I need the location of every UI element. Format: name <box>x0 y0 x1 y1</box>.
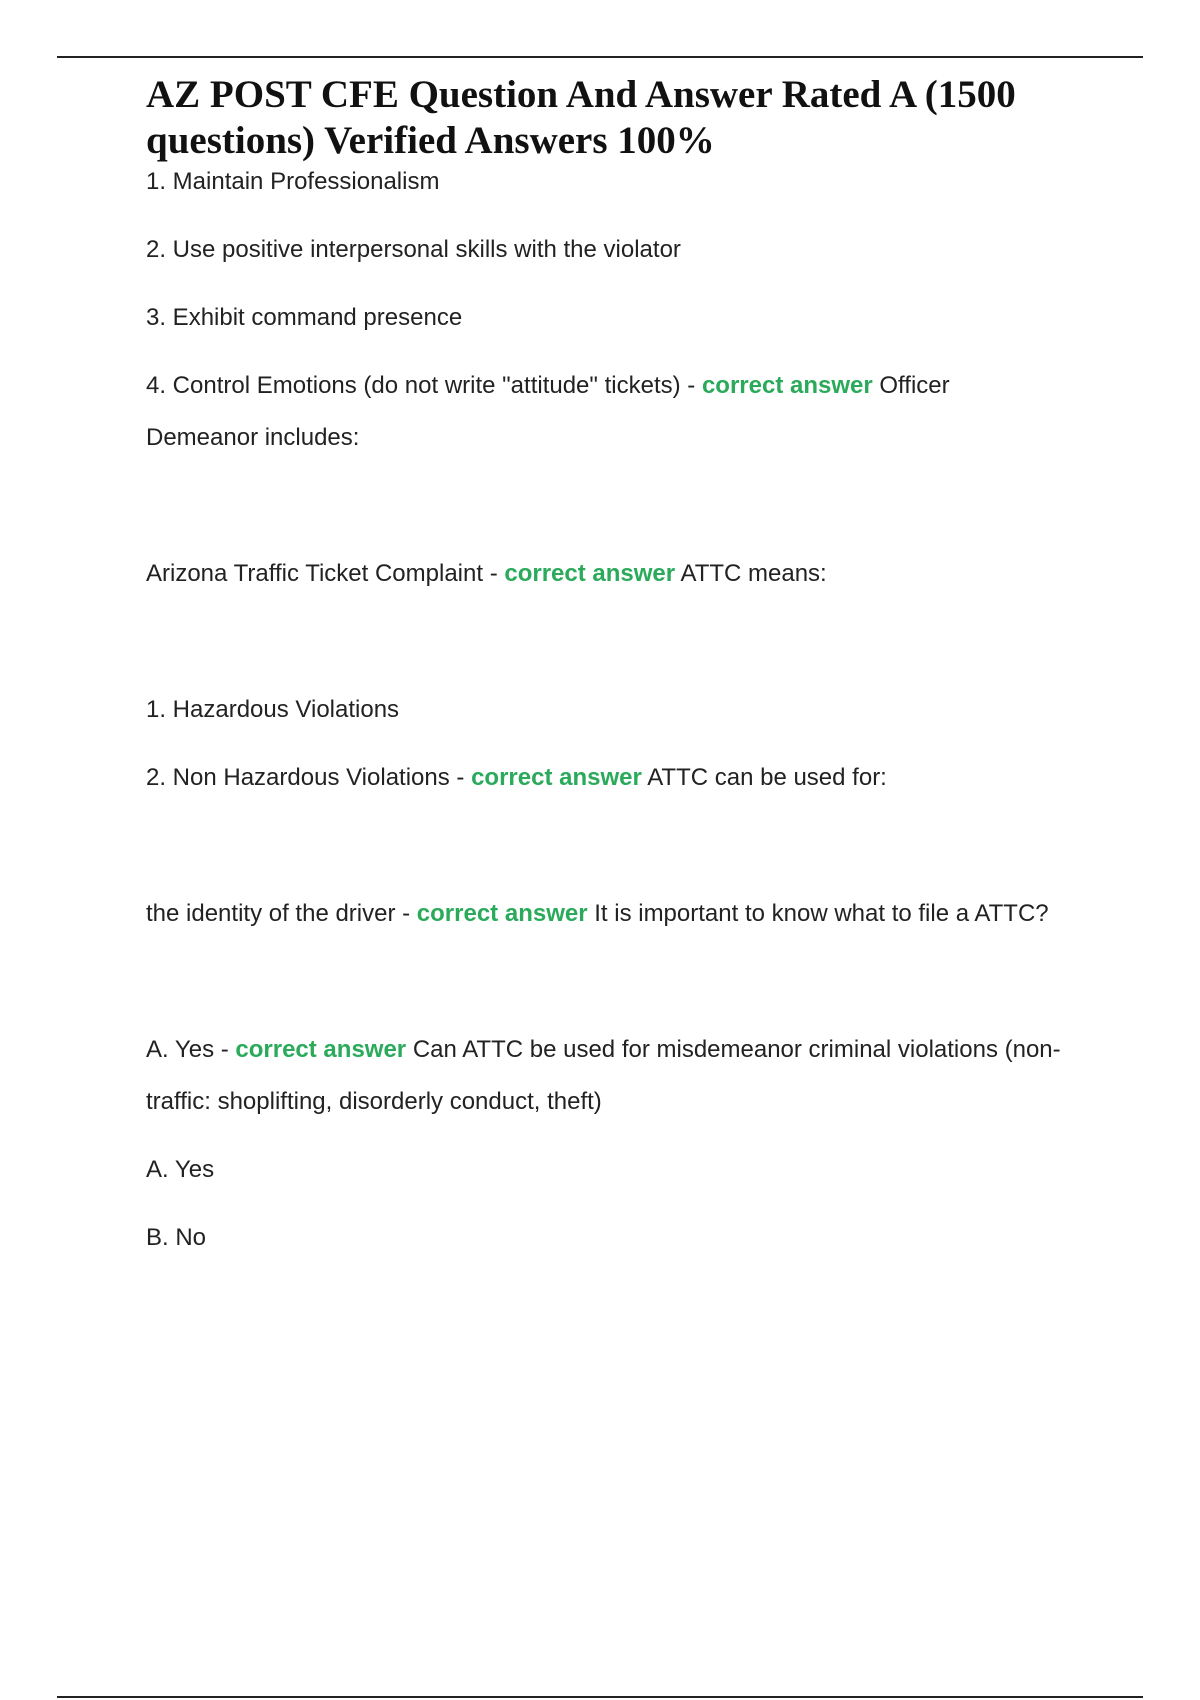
qa-item-attc-used-for <box>146 752 1066 804</box>
line-text: 2. Use positive interpersonal skills with the violator <box>146 236 681 263</box>
qa-item-misdemeanor <box>146 1024 1066 1128</box>
line-text: 3. Exhibit command presence <box>146 304 463 331</box>
document-body <box>146 72 1066 1264</box>
answer-text: the identity of the driver - <box>146 900 417 927</box>
question-text: Can ATTC be used for misdemeanor criminal violations (non-traffic: shoplifting, disorderly conduct, theft) <box>146 1036 1061 1115</box>
line-text: 1. Hazardous Violations <box>146 696 400 723</box>
qa-item-attc-means <box>146 548 1066 600</box>
correct-answer-label: correct answer <box>701 372 873 399</box>
answer-text: 2. Non Hazardous Violations - <box>146 764 472 791</box>
line-text: 1. Maintain Professionalism <box>146 168 440 195</box>
correct-answer-label: correct answer <box>504 560 676 587</box>
answer-text: Arizona Traffic Ticket Complaint - <box>146 560 505 587</box>
qa-item-officer-demeanor <box>146 360 1066 464</box>
answer-text: 4. Control Emotions (do not write "attitude" tickets) - <box>146 372 702 399</box>
correct-answer-label: correct answer <box>235 1036 407 1063</box>
question-text: ATTC can be used for: <box>641 764 887 791</box>
answer-line-3 <box>146 292 1066 344</box>
line-text: A. Yes <box>146 1156 215 1183</box>
question-text: ATTC means: <box>675 560 827 587</box>
bottom-rule <box>57 1696 1143 1698</box>
correct-answer-label: correct answer <box>416 900 588 927</box>
document-title: AZ POST CFE Question And Answer Rated A (1500 questions) Verified Answers 100% <box>146 73 1016 162</box>
line-text: B. No <box>146 1224 207 1251</box>
question-text: It is important to know what to file a ATTC? <box>587 900 1049 927</box>
question-text: Officer Demeanor includes: <box>146 372 950 451</box>
top-rule <box>57 56 1143 58</box>
answer-text: A. Yes - <box>146 1036 236 1063</box>
correct-answer-label: correct answer <box>471 764 642 791</box>
qa-item-identity-driver <box>146 888 1066 940</box>
answer-line-hazardous <box>146 684 1066 736</box>
option-a <box>146 1144 1066 1196</box>
option-b <box>146 1212 1066 1264</box>
answer-line-2 <box>146 224 1066 276</box>
